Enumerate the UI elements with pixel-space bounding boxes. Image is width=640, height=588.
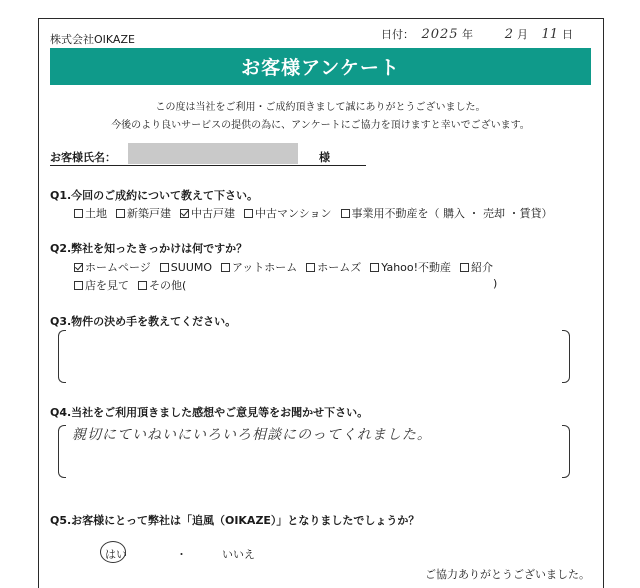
q4-label: Q4.当社をご利用頂きました感想やご意見等をお聞かせ下さい。 xyxy=(50,406,369,419)
checkbox[interactable] xyxy=(306,263,315,272)
month-value[interactable]: 2 xyxy=(504,27,513,42)
company-name: 株式会社OIKAZE xyxy=(50,33,135,46)
checkbox-checked[interactable] xyxy=(180,209,189,218)
left-bracket xyxy=(58,330,66,383)
intro-text xyxy=(50,99,591,135)
q2-option-homes[interactable]: ホームズ xyxy=(306,259,361,275)
q2-option-suumo[interactable]: SUUMO xyxy=(160,259,212,275)
intro-line-2: 今後のより良いサービスの提供の為に、アンケートにご協力を頂けますと幸いでございます。 xyxy=(111,120,530,131)
checkbox[interactable] xyxy=(74,281,83,290)
q5-label: Q5.お客様にとって弊社は「追風（OIKAZE）」となりましたでしょうか？ xyxy=(50,514,420,527)
checkbox-checked[interactable] xyxy=(74,263,83,272)
intro-line-1: この度は当社をご利用・ご成約頂きまして誠にありがとうございました。 xyxy=(155,102,486,113)
q2-label: Q2.弊社を知ったきっかけは何ですか？ xyxy=(50,242,248,255)
q1-option-used-condo[interactable]: 中古マンション xyxy=(244,205,332,221)
customer-name-row xyxy=(50,144,366,166)
date-label: 日付： xyxy=(381,28,414,41)
q2-option-store[interactable]: 店を見て xyxy=(74,277,129,293)
q2-options-row1 xyxy=(74,259,502,275)
q4-answer: 親切にていねいにいろいろ相談にのってくれました。 xyxy=(72,427,432,443)
q1-option-commercial[interactable]: 事業用不動産を（ 購入 ・ 売却 ・賃貸） xyxy=(341,205,553,221)
day-value[interactable]: 11 xyxy=(541,27,558,42)
q1-label: Q1.今回のご成約について教えて下さい。 xyxy=(50,189,258,202)
q2-option-athome[interactable]: アットホーム xyxy=(221,259,297,275)
q1-option-used-house[interactable]: 中古戸建 xyxy=(180,205,235,221)
customer-name-field[interactable] xyxy=(128,143,298,164)
q5-option-no[interactable]: いいえ xyxy=(222,548,255,561)
right-bracket xyxy=(562,425,570,478)
q2-other-close-paren: ) xyxy=(493,277,498,290)
q5-option-yes[interactable]: はい xyxy=(105,548,127,561)
year-value[interactable]: 2025 xyxy=(421,27,459,42)
checkbox[interactable] xyxy=(138,281,147,290)
checkbox[interactable] xyxy=(160,263,169,272)
q1-option-land[interactable]: 土地 xyxy=(74,205,107,221)
q3-label: Q3.物件の決め手を教えてください。 xyxy=(50,315,237,328)
q2-option-other[interactable]: その他( xyxy=(138,277,186,293)
q2-option-referral[interactable]: 紹介 xyxy=(460,259,493,275)
q3-answer-field[interactable] xyxy=(58,330,570,383)
day-unit: 日 xyxy=(562,28,573,41)
q1-option-new-house[interactable]: 新築戸建 xyxy=(116,205,171,221)
year-unit: 年 xyxy=(462,28,473,41)
month-unit: 月 xyxy=(517,28,528,41)
q2-option-homepage[interactable]: ホームページ xyxy=(74,259,151,275)
checkbox[interactable] xyxy=(116,209,125,218)
checkbox[interactable] xyxy=(370,263,379,272)
q5-separator: ・ xyxy=(176,548,187,561)
checkbox[interactable] xyxy=(460,263,469,272)
q2-options-row2 xyxy=(74,277,195,293)
left-bracket xyxy=(58,425,66,478)
right-bracket xyxy=(562,330,570,383)
checkbox[interactable] xyxy=(244,209,253,218)
page-title: お客様アンケート xyxy=(50,48,591,85)
customer-name-label: お客様氏名： xyxy=(50,151,116,164)
checkbox[interactable] xyxy=(221,263,230,272)
q2-option-yahoo[interactable]: Yahoo!不動産 xyxy=(370,259,451,275)
date-row xyxy=(381,26,573,42)
customer-name-suffix: 様 xyxy=(319,151,330,164)
q1-options xyxy=(74,205,562,221)
checkbox[interactable] xyxy=(341,209,350,218)
footer-thanks: ご協力ありがとうございました。 xyxy=(425,568,590,581)
checkbox[interactable] xyxy=(74,209,83,218)
